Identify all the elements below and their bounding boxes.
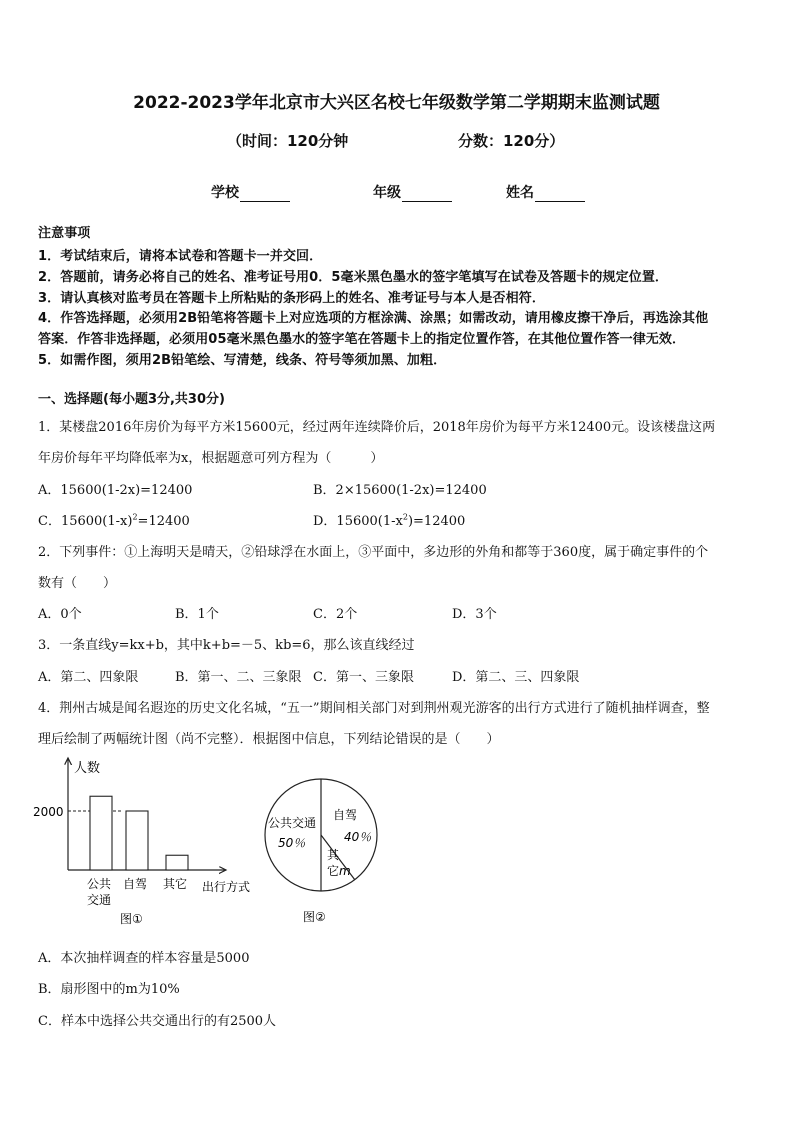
school-blank — [240, 187, 290, 202]
note-item: 3．请认真核对监考员在答题卡上所粘贴的条形码上的姓名、准考证号与本人是否相符． — [38, 291, 545, 306]
x-axis-label: 出行方式 — [202, 880, 251, 894]
exam-time: （时间：120分钟 — [227, 132, 349, 150]
pie-chart-figure — [258, 775, 388, 930]
notes-heading: 注意事项 — [38, 226, 91, 241]
name-blank — [535, 187, 585, 202]
q3-option-d: D．第二、三、四象限 — [452, 670, 580, 685]
pie-slice-value: 40％ — [344, 830, 372, 844]
q2-option-a: A．0个 — [38, 607, 82, 622]
name-field: 姓名 — [506, 182, 585, 202]
bar-1 — [90, 796, 112, 870]
q1-option-c: C．$15600(1-x)^2=12400$ — [38, 512, 190, 529]
x-category-label: 其它 — [163, 877, 188, 891]
q4-option-b: B．扇形图中的m为10% — [38, 982, 180, 997]
note-item: 1．考试结束后，请将本试卷和答题卡一并交回． — [38, 249, 323, 264]
q2-option-d: D．3个 — [452, 607, 497, 622]
bar-3 — [166, 855, 188, 870]
note-item: 答案．作答非选择题，必须用05毫米黑色墨水的签字笔在答题卡上的指定位置作答，在其他位置作答一律无效． — [38, 332, 686, 347]
q2-stem-2: 数有（ ） — [38, 576, 117, 591]
figure-caption: 图① — [120, 912, 143, 926]
bar-2 — [126, 811, 148, 870]
note-item: 4．作答选择题，必须用2B铅笔将答题卡上对应选项的方框涂满、涂黑；如需改动，请用橡皮擦干净后，再选涂其他 — [38, 311, 709, 326]
section-heading: 一、选择题(每小题3分,共30分) — [38, 392, 225, 407]
q3-option-a: A．第二、四象限 — [38, 670, 139, 685]
note-item: 2．答题前，请务必将自己的姓名、准考证号用0．5毫米黑色墨水的签字笔填写在试卷及答题卡的规定位置． — [38, 270, 669, 285]
pie-slice-label: 自驾 — [333, 808, 358, 822]
bar-chart-figure — [30, 752, 270, 932]
pie-slice-value: 50％ — [278, 836, 306, 850]
q3-option-c: C．第一、三象限 — [313, 670, 414, 685]
q1-stem: 1．某楼盘2016年房价为每平方米15600元，经过两年连续降价后，2018年房价为每平方米12400元。设该楼盘这两 — [38, 420, 716, 435]
q3-option-b: B．第一、二、三象限 — [175, 670, 302, 685]
x-category-label: 交通 — [87, 893, 112, 907]
q1-stem-2: 年房价每年平均降低率为x，根据题意可列方程为（ ） — [38, 451, 384, 466]
q4-option-a: A．本次抽样调查的样本容量是5000 — [38, 951, 250, 966]
q1-option-a: A．15600(1-2x)=12400 — [38, 483, 193, 498]
q2-option-b: B．1个 — [175, 607, 219, 622]
q1-option-b: B．2×15600(1-2x)=12400 — [313, 483, 487, 498]
figure-caption: 图② — [303, 910, 326, 924]
q4-stem-2: 理后绘制了两幅统计图（尚不完整）．根据图中信息，下列结论错误的是（ ） — [38, 732, 500, 747]
y-axis-label: 人数 — [74, 761, 101, 776]
pie-slice-label: 其 — [327, 848, 340, 862]
y-tick-label: 2000 — [33, 805, 64, 819]
page-title: 2022-2023学年北京市大兴区名校七年级数学第二学期期末监测试题 — [133, 93, 660, 113]
school-field: 学校 — [211, 182, 290, 202]
q4-option-c: C．样本中选择公共交通出行的有2500人 — [38, 1014, 277, 1029]
pie-slice-label: 它m — [327, 864, 351, 878]
q2-stem: 2．下列事件：①上海明天是晴天，②铅球浮在水面上，③平面中，多边形的外角和都等于360度，属于确定事件的个 — [38, 545, 709, 560]
grade-field: 年级 — [373, 182, 452, 202]
pie-slice-label: 公共交通 — [268, 816, 317, 830]
q3-stem: 3．一条直线y=kx+b，其中k+b=－5、kb=6，那么该直线经过 — [38, 638, 415, 653]
x-category-label: 自驾 — [123, 877, 148, 891]
note-item: 5．如需作图，须用2B铅笔绘、写清楚，线条、符号等须加黑、加粗． — [38, 353, 447, 368]
q1-option-d: D．$15600(1-x^2)=12400$ — [313, 512, 466, 529]
q4-stem: 4．荆州古城是闻名遐迩的历史文化名城，“五一”期间相关部门对到荆州观光游客的出行方式进行了随机抽样调查，整 — [38, 701, 710, 716]
q2-option-c: C．2个 — [313, 607, 358, 622]
x-category-label: 公共 — [87, 877, 112, 891]
exam-score: 分数：120分） — [458, 132, 565, 150]
grade-blank — [402, 187, 452, 202]
